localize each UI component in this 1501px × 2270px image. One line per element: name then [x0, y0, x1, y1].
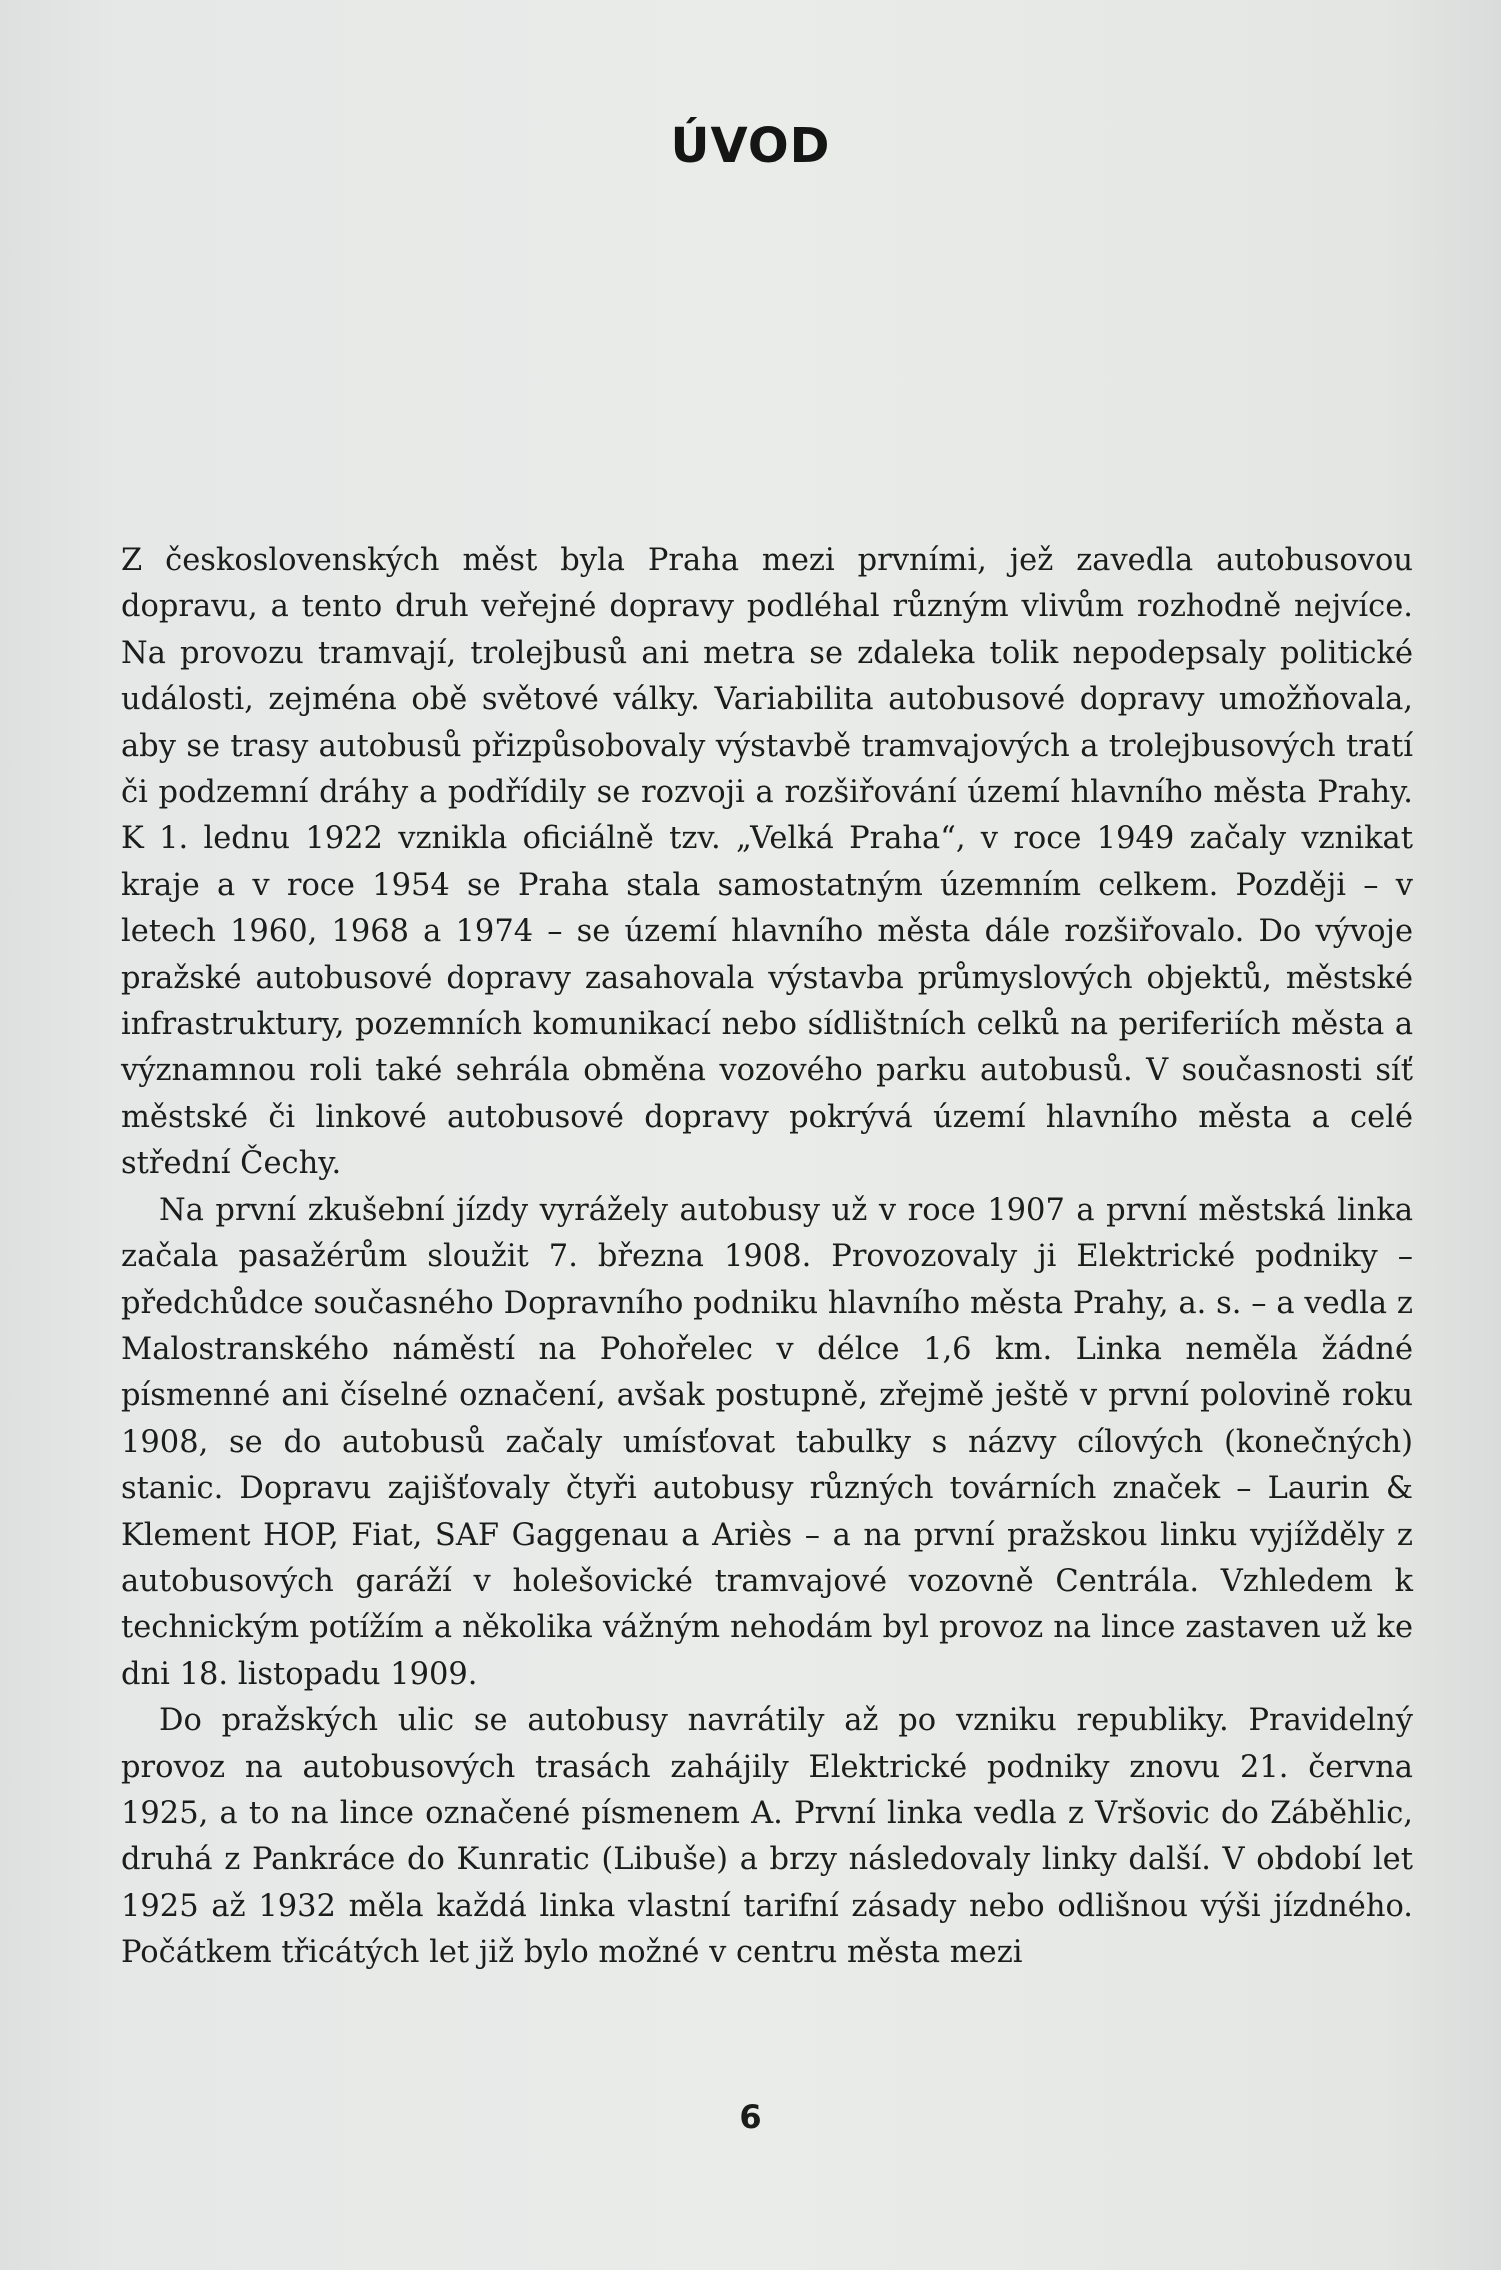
- paragraph-1: Z československých měst byla Praha mezi prvními, jež zavedla autobusovou dopravu, a tento druh veřejné dopravy podléhal různým vlivům rozhodně nejvíce. Na provozu tramvají, trolejbusů ani metra se zdaleka tolik nepodepsaly politické události, zejména obě světové války. Variabilita autobusové dopravy umožňovala, aby se trasy autobusů přizpůsobovaly výstavbě tramvajových a trolejbusových tratí či podzemní dráhy a podřídily se rozvoji a rozšiřování území hlavního města Prahy. K 1. lednu 1922 vznikla oficiálně tzv. „Velká Praha“, v roce 1949 začaly vznikat kraje a v roce 1954 se Praha stala samostatným územním celkem. Později – v letech 1960, 1968 a 1974 – se území hlavního města dále rozšiřovalo. Do vývoje pražské autobusové dopravy zasahovala výstavba průmyslových objektů, městské infrastruktury, pozemních komunikací nebo sídlištních celků na periferiích města a významnou roli také sehrála obměna vozového parku autobusů. V současnosti síť městské či linkové autobusové dopravy pokrývá území hlavního města a celé střední Čechy.: [121, 543, 1413, 1182]
- paragraph-3: Do pražských ulic se autobusy navrátily až po vzniku republiky. Pravidelný provoz na autobusových trasách zahájily Elektrické podniky znovu 21. června 1925, a to na lince označené písmenem A. První linka vedla z Vršovic do Záběhlic, druhá z Pankráce do Kunratic (Libuše) a brzy následovaly linky další. V období let 1925 až 1932 měla každá linka vlastní tarifní zásady nebo odlišnou výši jízdného. Počátkem třicátých let již bylo možné v centru města mezi: [121, 1703, 1413, 1971]
- page-number: 6: [739, 2098, 762, 2136]
- chapter-heading: ÚVOD: [670, 118, 831, 174]
- body-text: [121, 538, 1413, 1977]
- paragraph-2: Na první zkušební jízdy vyrážely autobusy už v roce 1907 a první městská linka začala pasažérům sloužit 7. března 1908. Provozovaly ji Elektrické podniky – předchůdce současného Dopravního podniku hlavního města Prahy, a. s. – a vedla z Malostranského náměstí na Pohořelec v délce 1,6 km. Linka neměla žádné písmenné ani číselné označení, avšak postupně, zřejmě ještě v první polovině roku 1908, se do autobusů začaly umísťovat tabulky s názvy cílových (konečných) stanic. Dopravu zajišťovaly čtyři autobusy různých továrních značek – Laurin & Klement HOP, Fiat, SAF Gaggenau a Ariès – a na první pražskou linku vyjížděly z autobusových garáží v holešovické tramvajové vozovně Centrála. Vzhledem k technickým potížím a několika vážným nehodám byl provoz na lince zastaven už ke dni 18. listopadu 1909.: [121, 1192, 1413, 1692]
